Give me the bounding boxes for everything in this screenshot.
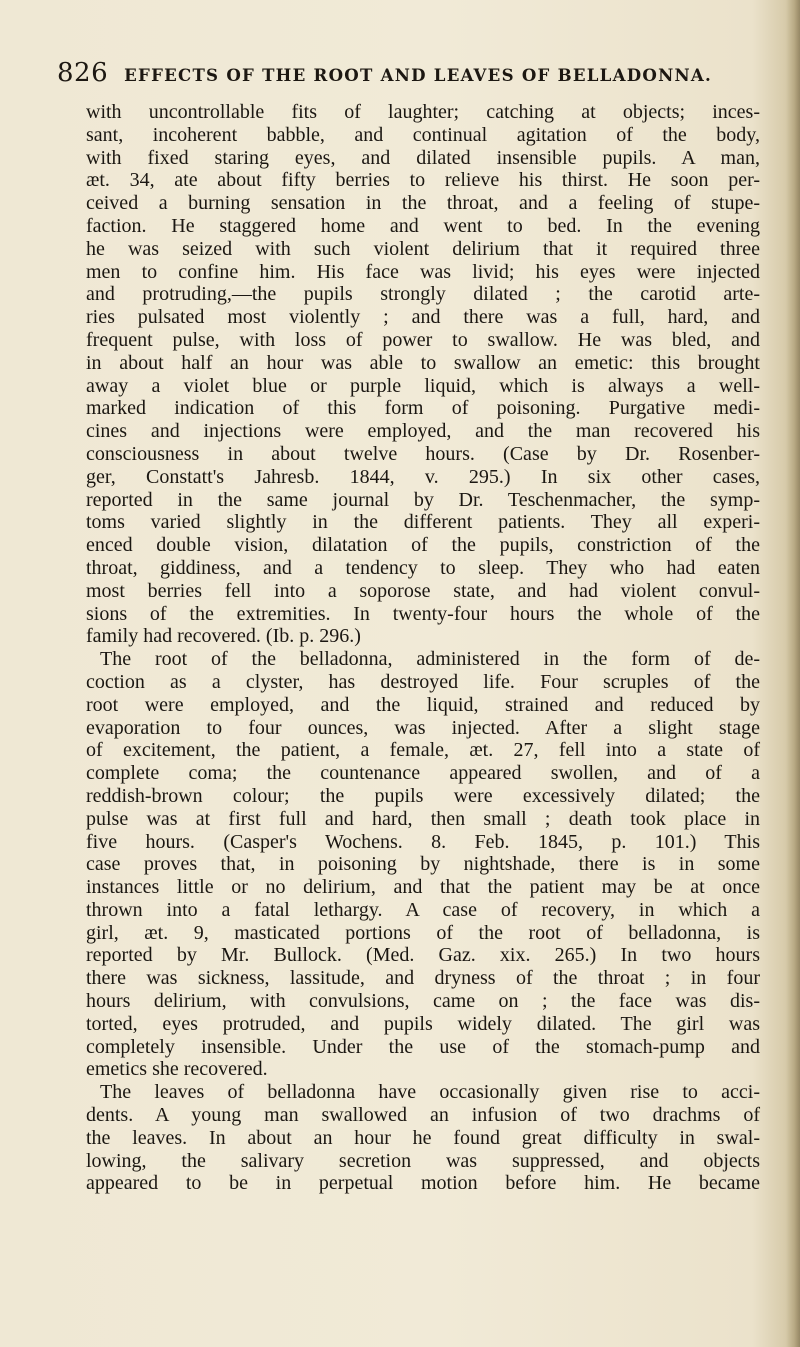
text-line: in about half an hour was able to swallow an emetic: this brought bbox=[86, 351, 760, 374]
text-line: completely insensible. Under the use of the stomach-pump and bbox=[86, 1035, 760, 1058]
text-line: he was seized with such violent delirium that it required three bbox=[86, 237, 760, 260]
running-head: EFFECTS OF THE ROOT AND LEAVES OF BELLADONNA. bbox=[124, 65, 713, 85]
text-line: torted, eyes protruded, and pupils widely dilated. The girl was bbox=[86, 1012, 760, 1035]
text-line: most berries fell into a soporose state, and had violent convul- bbox=[86, 579, 760, 602]
paragraph-start-line: The root of the belladonna, administered in the form of de- bbox=[100, 648, 760, 671]
text-line: marked indication of this form of poisoning. Purgative medi- bbox=[86, 397, 760, 420]
text-line: root were employed, and the liquid, strained and reduced by bbox=[86, 693, 760, 716]
text-line: case proves that, in poisoning by nightshade, there is in some bbox=[86, 853, 760, 876]
text-line: reported by Mr. Bullock. (Med. Gaz. xix. 265.) In two hours bbox=[86, 944, 760, 967]
text-line: with uncontrollable fits of laughter; catching at objects; inces- bbox=[86, 101, 760, 123]
text-line: ger, Constatt's Jahresb. 1844, v. 295.) In six other cases, bbox=[86, 465, 760, 488]
text-line: evaporation to four ounces, was injected. After a slight stage bbox=[86, 716, 760, 739]
text-line: instances little or no delirium, and that the patient may be at once bbox=[86, 876, 760, 899]
text-line: ries pulsated most violently ; and there was a full, hard, and bbox=[86, 306, 760, 329]
text-line: there was sickness, lassitude, and dryness of the throat ; in four bbox=[86, 967, 760, 990]
text-line: enced double vision, dilatation of the pupils, constriction of the bbox=[86, 534, 760, 557]
text-line: dents. A young man swallowed an infusion of two drachms of bbox=[86, 1104, 760, 1127]
text-line: sions of the extremities. In twenty-four hours the whole of the bbox=[86, 602, 760, 625]
text-line: faction. He staggered home and went to bed. In the evening bbox=[86, 214, 760, 237]
text-line: complete coma; the countenance appeared swollen, and of a bbox=[86, 762, 760, 785]
text-line: men to confine him. His face was livid; his eyes were injected bbox=[86, 260, 760, 283]
text-line: emetics she recovered. bbox=[86, 1058, 268, 1081]
text-line: thrown into a fatal lethargy. A case of recovery, in which a bbox=[86, 898, 760, 921]
text-line: frequent pulse, with loss of power to swallow. He was bled, and bbox=[86, 328, 760, 351]
text-line: away a violet blue or purple liquid, which is always a well- bbox=[86, 374, 760, 397]
text-line: ceived a burning sensation in the throat, and a feeling of stupe- bbox=[86, 192, 760, 215]
body-text bbox=[86, 101, 760, 1195]
text-line: reported in the same journal by Dr. Teschenmacher, the symp- bbox=[86, 488, 760, 511]
text-line: appeared to be in perpetual motion before him. He became bbox=[86, 1172, 760, 1195]
page-header bbox=[57, 58, 747, 92]
page-edge-shadow bbox=[786, 0, 800, 1347]
text-line: five hours. (Casper's Wochens. 8. Feb. 1845, p. 101.) This bbox=[86, 830, 760, 853]
page-number: 826 bbox=[57, 58, 109, 88]
text-line: throat, giddiness, and a tendency to sleep. They who had eaten bbox=[86, 556, 760, 579]
text-line: æt. 34, ate about fifty berries to relieve his thirst. He soon per- bbox=[86, 169, 760, 192]
text-line: toms varied slightly in the different patients. They all experi- bbox=[86, 511, 760, 534]
text-line: pulse was at first full and hard, then small ; death took place in bbox=[86, 807, 760, 830]
text-line: girl, æt. 9, masticated portions of the root of belladonna, is bbox=[86, 921, 760, 944]
text-line: consciousness in about twelve hours. (Case by Dr. Rosenber- bbox=[86, 442, 760, 465]
text-line: hours delirium, with convulsions, came on ; the face was dis- bbox=[86, 990, 760, 1013]
text-line: the leaves. In about an hour he found great difficulty in swal- bbox=[86, 1126, 760, 1149]
text-line: lowing, the salivary secretion was suppressed, and objects bbox=[86, 1149, 760, 1172]
text-line: of excitement, the patient, a female, æt. 27, fell into a state of bbox=[86, 739, 760, 762]
text-line: coction as a clyster, has destroyed life. Four scruples of the bbox=[86, 670, 760, 693]
text-line: sant, incoherent babble, and continual agitation of the body, bbox=[86, 123, 760, 146]
paragraph-start-line: The leaves of belladonna have occasionally given rise to acci- bbox=[100, 1081, 760, 1104]
text-line: reddish-brown colour; the pupils were excessively dilated; the bbox=[86, 784, 760, 807]
text-line: family had recovered. (Ib. p. 296.) bbox=[86, 625, 361, 648]
text-line: with fixed staring eyes, and dilated insensible pupils. A man, bbox=[86, 146, 760, 169]
text-line: and protruding,—the pupils strongly dilated ; the carotid arte- bbox=[86, 283, 760, 306]
text-line: cines and injections were employed, and the man recovered his bbox=[86, 420, 760, 443]
